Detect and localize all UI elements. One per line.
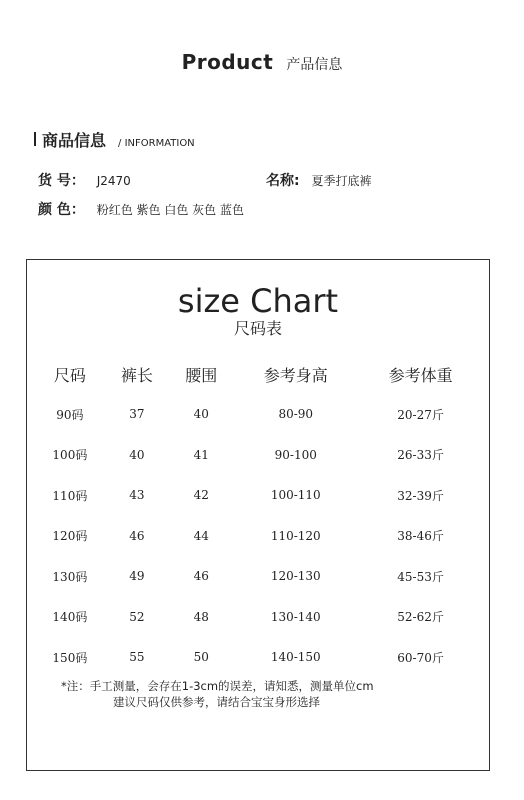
- table-cell: 41: [193, 447, 209, 462]
- table-cell: 130-140: [270, 609, 321, 624]
- color-label: 颜 色：: [38, 202, 85, 218]
- product-header: [0, 50, 524, 74]
- table-cell: 90码: [56, 407, 84, 422]
- color-value: 粉红色 紫色 白色 灰色 蓝色: [96, 203, 244, 217]
- size-table: [35, 354, 483, 678]
- table-row: [35, 475, 483, 516]
- table-cell: 60-70斤: [397, 650, 444, 665]
- table-cell: 130码: [52, 569, 88, 584]
- sku-label: 货 号：: [38, 173, 85, 189]
- table-cell: 44: [193, 528, 209, 543]
- note-line-2: 建议尺码仅供参考，请结合宝宝身形选择: [113, 695, 320, 709]
- table-cell: 100码: [52, 448, 88, 463]
- table-row: [35, 435, 483, 476]
- section-title: 商品信息: [42, 131, 107, 150]
- table-cell: 26-33斤: [397, 448, 444, 463]
- table-cell: 140-150: [270, 650, 321, 665]
- table-cell: 42: [193, 488, 209, 503]
- table-cell: 43: [129, 488, 145, 503]
- sku-row: [38, 170, 131, 190]
- table-cell: 40: [129, 447, 145, 462]
- table-cell: 32-39斤: [397, 488, 444, 503]
- table-cell: 38-46斤: [397, 529, 444, 544]
- measurement-note: [61, 678, 374, 710]
- table-cell: 120码: [52, 529, 88, 544]
- note-line-1: *注：手工测量，会存在1-3cm的误差，请知悉，测量单位cm: [61, 679, 374, 693]
- column-header: 尺码: [53, 365, 86, 385]
- section-bar-icon: [34, 132, 36, 146]
- name-label: 名称:: [266, 173, 300, 189]
- column-header: 参考身高: [263, 365, 328, 385]
- table-cell: 140码: [52, 610, 88, 625]
- name-value: 夏季打底裤: [311, 174, 372, 188]
- table-row: [35, 394, 483, 435]
- table-cell: 90-100: [274, 447, 317, 462]
- chart-subtitle: 尺码表: [233, 319, 282, 338]
- table-row: [35, 556, 483, 597]
- table-cell: 52: [129, 609, 145, 624]
- table-row: [35, 637, 483, 678]
- column-header: 腰围: [185, 365, 218, 385]
- table-cell: 20-27斤: [397, 407, 444, 422]
- table-header-row: [35, 354, 483, 394]
- table-cell: 52-62斤: [397, 610, 444, 625]
- header-title-en: Product: [181, 50, 274, 74]
- table-cell: 120-130: [270, 569, 321, 584]
- table-cell: 49: [129, 569, 145, 584]
- name-row: [266, 170, 371, 190]
- chart-title: size Chart: [177, 282, 339, 320]
- table-cell: 110码: [52, 488, 88, 503]
- table-cell: 40: [193, 407, 209, 422]
- table-cell: 55: [129, 650, 145, 665]
- sku-value: J2470: [96, 174, 131, 188]
- table-cell: 45-53斤: [397, 569, 444, 584]
- column-header: 参考体重: [388, 365, 453, 385]
- table-row: [35, 597, 483, 638]
- section-heading: [34, 128, 195, 151]
- color-row: [38, 199, 244, 219]
- section-subtitle: / INFORMATION: [118, 138, 195, 149]
- table-cell: 110-120: [270, 528, 321, 543]
- table-row: [35, 516, 483, 557]
- size-chart-box: [26, 259, 490, 771]
- table-cell: 48: [193, 609, 209, 624]
- table-cell: 80-90: [278, 407, 314, 422]
- table-cell: 37: [129, 407, 145, 422]
- table-cell: 46: [129, 528, 145, 543]
- table-cell: 100-110: [270, 488, 321, 503]
- table-cell: 50: [193, 650, 209, 665]
- table-cell: 150码: [52, 650, 88, 665]
- column-header: 裤长: [120, 365, 153, 385]
- header-title-cn: 产品信息: [286, 57, 343, 73]
- table-cell: 46: [193, 569, 209, 584]
